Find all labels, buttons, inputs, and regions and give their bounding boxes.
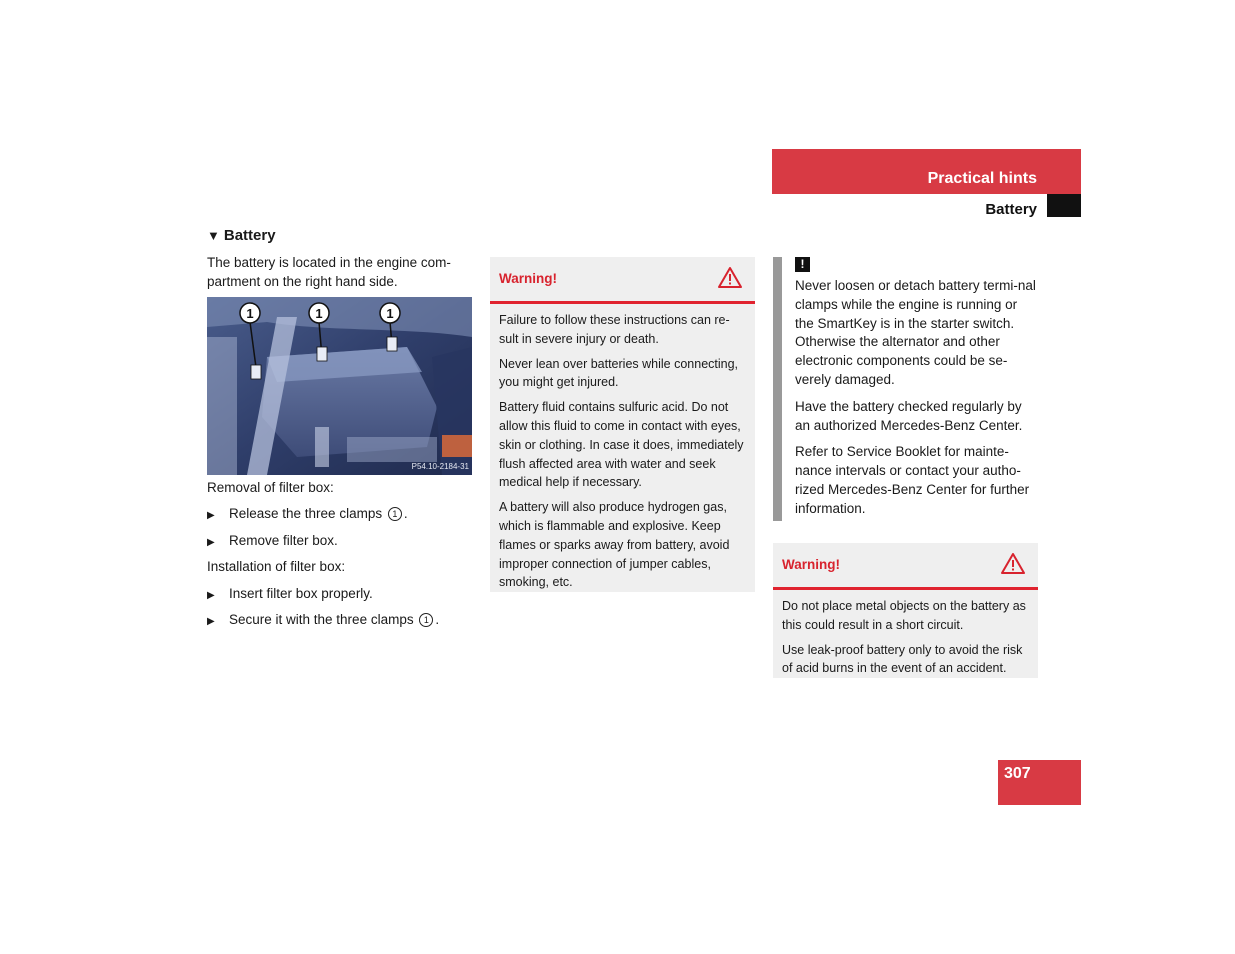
- triangle-right-icon: ▶: [207, 537, 215, 548]
- note-body: [795, 277, 1038, 527]
- triangle-down-icon: ▼: [207, 228, 220, 243]
- ref-number: 1: [419, 613, 433, 627]
- list-item: [207, 610, 439, 631]
- step-text: Insert filter box properly.: [229, 586, 373, 601]
- step-text: Release the three clamps 1 .: [229, 506, 408, 521]
- triangle-right-icon: ▶: [207, 510, 215, 521]
- triangle-right-icon: ▶: [207, 616, 215, 627]
- warning-label: Warning!: [782, 557, 840, 572]
- note-paragraph: Refer to Service Booklet for mainte-nance intervals or contact your autho-rized Mercedes-Benz Center for further information.: [795, 444, 1030, 516]
- callout-1a-label: 1: [246, 306, 254, 321]
- warning-triangle-icon: [1000, 552, 1026, 575]
- page-title-text: Battery: [223, 227, 276, 244]
- warning-paragraph: Use leak-proof battery only to avoid the risk of acid burns in the event of an accident.: [782, 642, 1023, 676]
- warning-paragraph: Battery fluid contains sulfuric acid. Do not allow this fluid to come in contact with eyes, skin or clothing. In case it does, immediately flush affected area with water and seek medical help if necessary.: [499, 400, 744, 490]
- warning-box: [773, 543, 1038, 678]
- warning-box: [490, 257, 755, 592]
- step-text: Secure it with the three clamps 1 .: [229, 612, 440, 627]
- callout-1c-label: 1: [386, 306, 394, 321]
- callout-1a: [240, 303, 260, 323]
- subsection-title: Battery: [985, 201, 1037, 218]
- callout-1c: [380, 303, 400, 323]
- ref-number: 1: [388, 507, 402, 521]
- removal-heading: Removal of filter box:: [207, 480, 334, 495]
- warning-triangle-icon: [717, 266, 743, 289]
- warning-body: [490, 304, 755, 602]
- note-paragraph: Never loosen or detach battery termi-nal clamps while the engine is running or the SmartKey is in the starter switch. Otherwise the alternator and other electronic components could be se-verely damaged.: [795, 278, 1036, 387]
- callout-1b: [309, 303, 329, 323]
- installation-heading: Installation of filter box:: [207, 559, 346, 574]
- list-item: [207, 584, 373, 605]
- exclamation-icon: !: [795, 257, 810, 272]
- image-code: P54.10-2184-31: [411, 462, 469, 471]
- warning-paragraph: Do not place metal objects on the battery as this could result in a short circuit.: [782, 599, 1026, 632]
- callout-1b-label: 1: [315, 306, 323, 321]
- note-paragraph: Have the battery checked regularly by an authorized Mercedes-Benz Center.: [795, 398, 1023, 433]
- list-item: [207, 504, 408, 525]
- list-item: [207, 531, 338, 552]
- page-title: [207, 227, 276, 244]
- warning-label: Warning!: [499, 271, 557, 286]
- page-number: 307: [1004, 765, 1031, 782]
- warning-paragraph: Never lean over batteries while connecting, you might get injured.: [499, 356, 739, 390]
- section-title: Practical hints: [927, 170, 1037, 187]
- warning-paragraph: Failure to follow these instructions can re-sult in severe injury or death.: [499, 313, 730, 346]
- header-black-tab: [1047, 194, 1081, 217]
- battery-photo: [207, 297, 472, 475]
- intro-text: The battery is located in the engine com-partment on the right hand side.: [207, 255, 451, 289]
- step-text: Remove filter box.: [229, 533, 338, 548]
- warning-header: [773, 543, 1038, 590]
- warning-header: [490, 257, 755, 304]
- warning-body: [773, 590, 1038, 688]
- note-side-bar: [773, 257, 782, 521]
- triangle-right-icon: ▶: [207, 590, 215, 601]
- warning-paragraph: A battery will also produce hydrogen gas, which is flammable and explosive. Keep flames or sparks away from battery, avoid improper connection of jumper cables, smoking, etc.: [499, 500, 730, 590]
